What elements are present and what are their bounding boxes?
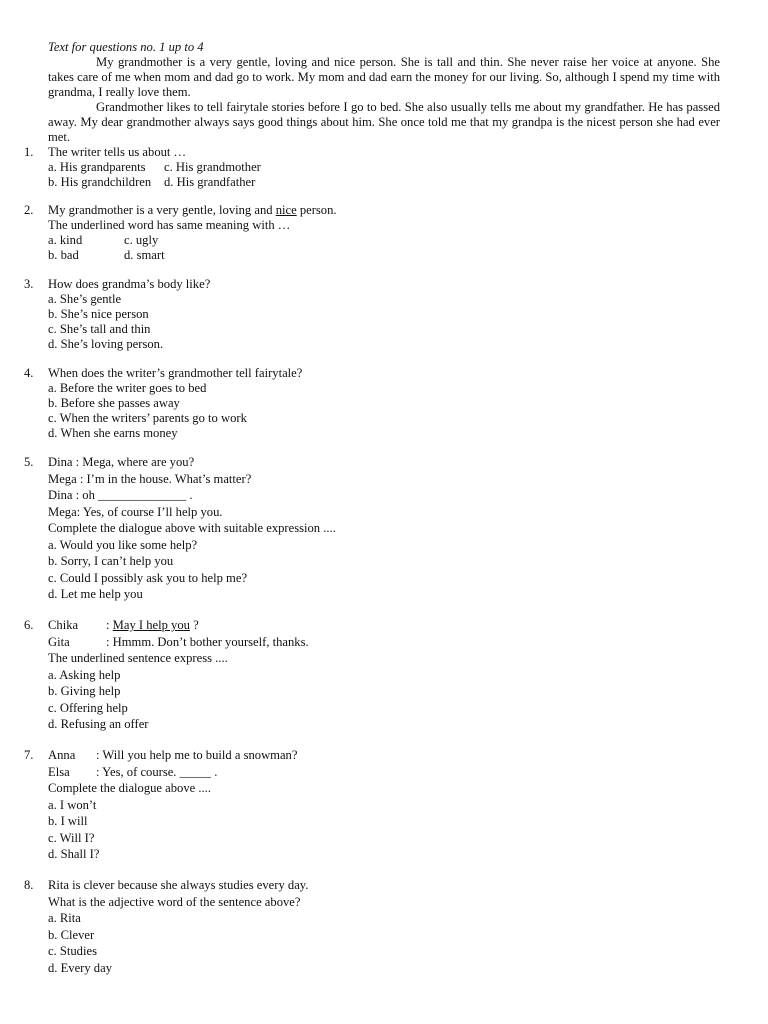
option-c: c. Offering help bbox=[48, 700, 128, 715]
option-b: b. Sorry, I can’t help you bbox=[48, 554, 174, 568]
option-b: b. I will bbox=[48, 814, 88, 828]
speaker-1: Chika bbox=[48, 618, 79, 632]
question-2 bbox=[24, 203, 724, 263]
passage-paragraph-2: Grandmother likes to tell fairytale stories before I go to bed. She also usually tells me about my grandfather. He has passed away. My dear grandmother always says good things about him. She once told me that my grandpa is the nicest person she had ever met. bbox=[48, 100, 720, 144]
option-c: c. When the writers’ parents go to work bbox=[48, 411, 247, 425]
speaker-1: Anna bbox=[48, 748, 76, 762]
option-a: a. Would you like some help? bbox=[48, 537, 198, 552]
option-a: a. Asking help bbox=[48, 667, 121, 682]
option-d: d. Every day bbox=[48, 960, 112, 975]
question-6 bbox=[24, 617, 724, 733]
option-d: d. She’s loving person. bbox=[48, 337, 164, 351]
dialogue-line-4: Mega: Yes, of course I’ll help you. bbox=[48, 504, 223, 519]
question-7 bbox=[24, 747, 724, 863]
option-b: b. bad bbox=[48, 248, 79, 262]
question-number: 3. bbox=[24, 277, 34, 291]
dialogue-line-1: Dina : Mega, where are you? bbox=[48, 455, 195, 469]
speaker-2: Gita bbox=[48, 634, 70, 649]
question-number: 8. bbox=[24, 878, 34, 892]
dialogue-line-1: : Will you help me to build a snowman? bbox=[96, 748, 298, 762]
option-c: c. ugly bbox=[124, 233, 159, 247]
question-text: When does the writer’s grandmother tell fairytale? bbox=[48, 366, 303, 380]
dialogue-colon: : bbox=[106, 618, 113, 632]
option-d: d. His grandfather bbox=[164, 175, 256, 189]
option-b: b. His grandchildren bbox=[48, 175, 152, 189]
question-instruction: The underlined sentence express .... bbox=[48, 651, 228, 665]
option-a: a. Rita bbox=[48, 911, 81, 925]
question-1 bbox=[24, 145, 724, 190]
option-a: a. Before the writer goes to bed bbox=[48, 381, 207, 395]
option-c: c. Will I? bbox=[48, 830, 95, 845]
option-d: d. When she earns money bbox=[48, 426, 178, 440]
option-d: d. Let me help you bbox=[48, 587, 143, 601]
dialogue-line-3: Dina : oh ______________ . bbox=[48, 488, 193, 502]
option-b: b. Clever bbox=[48, 927, 95, 942]
question-text: How does grandma’s body like? bbox=[48, 277, 211, 291]
question-text: Rita is clever because she always studies every day. bbox=[48, 878, 309, 892]
passage-paragraph-1: My grandmother is a very gentle, loving and nice person. She is tall and thin. She never raise her voice at anyone. She takes care of me when mom and dad go to work. My mom and dad earn the money for our living. So, although I spend my time with grandma, I really love them. bbox=[48, 55, 720, 99]
option-d: d. Shall I? bbox=[48, 847, 100, 861]
dialogue-line-1-end: ? bbox=[189, 618, 199, 632]
option-a: a. His grandparents bbox=[48, 160, 146, 174]
option-c: c. Could I possibly ask you to help me? bbox=[48, 570, 248, 585]
option-c: c. Studies bbox=[48, 944, 97, 958]
question-3 bbox=[24, 277, 724, 352]
question-number: 6. bbox=[24, 618, 34, 632]
question-number: 5. bbox=[24, 455, 34, 469]
option-b: b. Before she passes away bbox=[48, 396, 180, 410]
option-a: a. kind bbox=[48, 233, 83, 247]
question-number: 2. bbox=[24, 203, 34, 217]
question-8 bbox=[24, 877, 724, 976]
option-c: c. She’s tall and thin bbox=[48, 322, 151, 336]
question-instruction: Complete the dialogue above with suitable expression .... bbox=[48, 521, 336, 535]
dialogue-line-2: : Hmmm. Don’t bother yourself, thanks. bbox=[106, 634, 309, 649]
question-number: 4. bbox=[24, 366, 34, 380]
speaker-2: Elsa bbox=[48, 764, 70, 779]
question-number: 7. bbox=[24, 748, 34, 762]
option-c: c. His grandmother bbox=[164, 160, 261, 174]
option-d: d. Refusing an offer bbox=[48, 717, 149, 731]
question-line-2: The underlined word has same meaning with … bbox=[48, 218, 291, 232]
question-4 bbox=[24, 366, 724, 441]
question-text: The writer tells us about … bbox=[48, 145, 187, 159]
question-5 bbox=[24, 454, 724, 603]
passage-heading: Text for questions no. 1 up to 4 bbox=[48, 40, 204, 54]
question-text: My grandmother is a very gentle, loving and bbox=[48, 203, 276, 217]
option-b: b. She’s nice person bbox=[48, 307, 149, 321]
underlined-sentence: May I help you bbox=[112, 618, 190, 632]
question-text-end: person. bbox=[296, 203, 337, 217]
dialogue-line-2: Mega : I’m in the house. What’s matter? bbox=[48, 471, 252, 486]
underlined-word: nice bbox=[275, 203, 297, 217]
reading-passage bbox=[48, 55, 720, 145]
dialogue-line-2: : Yes, of course. _____ . bbox=[96, 764, 218, 779]
question-number: 1. bbox=[24, 145, 34, 159]
question-instruction: Complete the dialogue above .... bbox=[48, 781, 211, 795]
option-a: a. She’s gentle bbox=[48, 292, 122, 306]
option-a: a. I won’t bbox=[48, 797, 97, 812]
option-d: d. smart bbox=[124, 248, 165, 262]
option-b: b. Giving help bbox=[48, 684, 121, 698]
question-line-2: What is the adjective word of the sentence above? bbox=[48, 894, 301, 909]
